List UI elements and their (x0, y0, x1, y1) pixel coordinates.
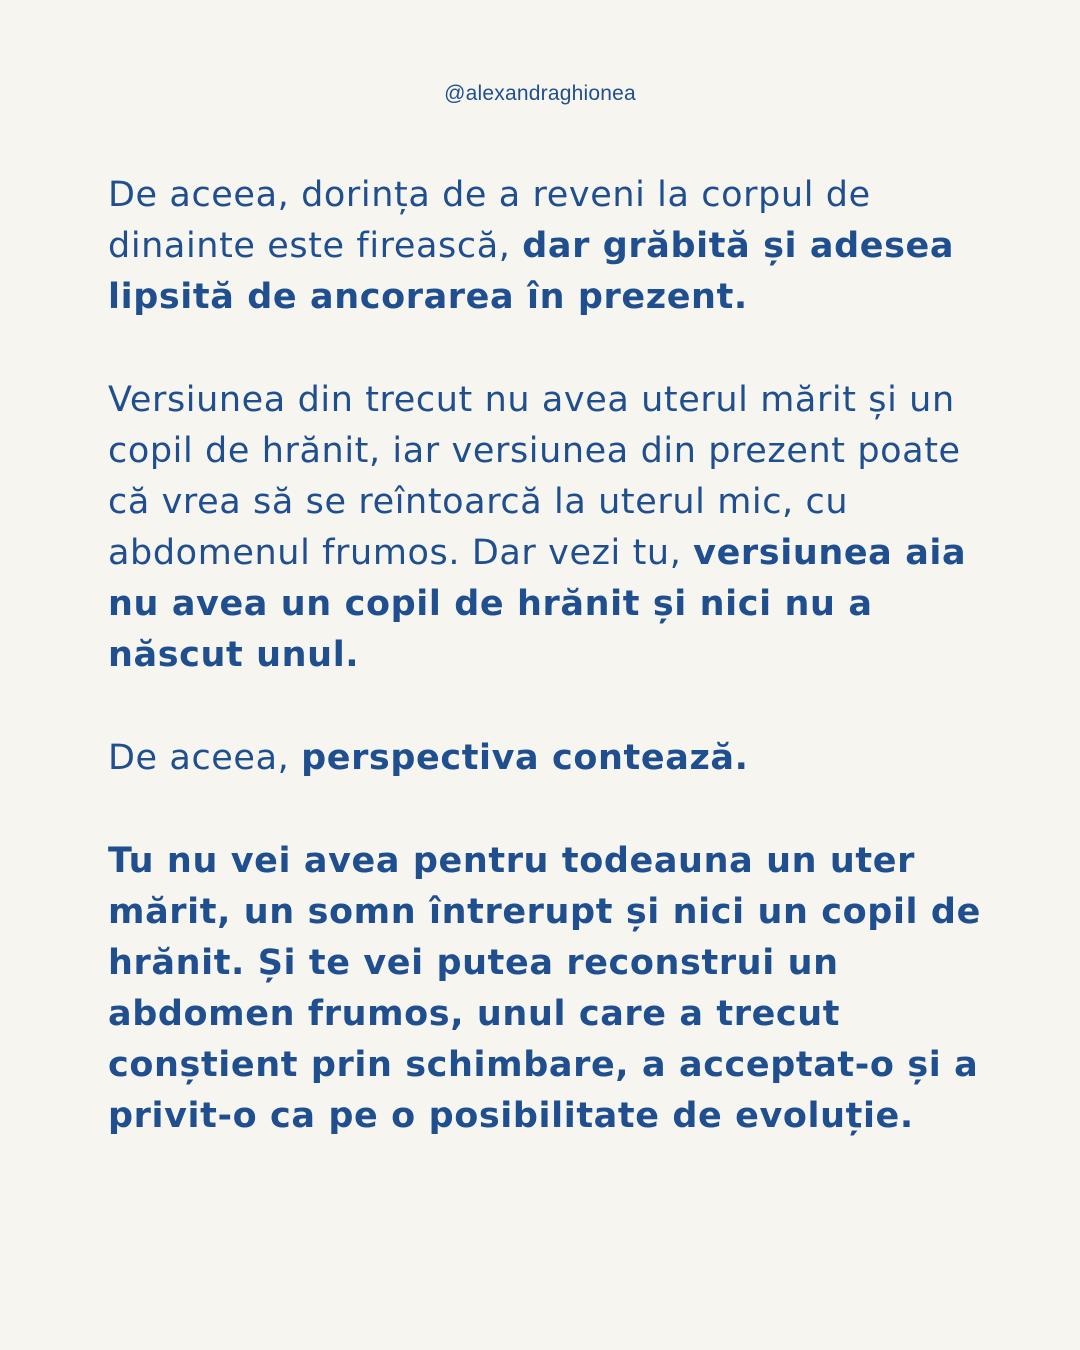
paragraph-3-emphasis: perspectiva contează. (301, 738, 749, 778)
paragraph-1 (108, 170, 988, 323)
paragraph-2-emphasis: versiunea aia nu avea un copil de hrănit și nici nu a născut unul. (108, 533, 967, 675)
paragraph-3-text: De aceea, (108, 738, 302, 778)
paragraph-1-emphasis: dar grăbită și adesea lipsită de ancorarea în prezent. (108, 226, 955, 317)
author-handle: @alexandraghionea (444, 82, 636, 105)
paragraph-4 (108, 836, 988, 1142)
post-text (108, 170, 988, 1194)
paragraph-1-text: De aceea, dorința de a reveni la corpul de dinainte este firească, (108, 175, 871, 266)
paragraph-2-text: Versiunea din trecut nu avea uterul mărit și un copil de hrănit, iar versiunea din prezent poate că vrea să se reîntoarcă la uterul mic, cu abdomenul frumos. Dar vezi tu, (108, 380, 961, 573)
paragraph-2 (108, 375, 988, 681)
paragraph-3 (108, 733, 988, 784)
paragraph-4-emphasis: Tu nu vei avea pentru todeauna un uter mărit, un somn întrerupt și nici un copil de hrănit. Și te vei putea reconstrui un abdomen frumos, unul care a trecut conștient prin schimbare, a acceptat-o și a privit-o ca pe o posibilitate de evoluție. (108, 841, 981, 1136)
